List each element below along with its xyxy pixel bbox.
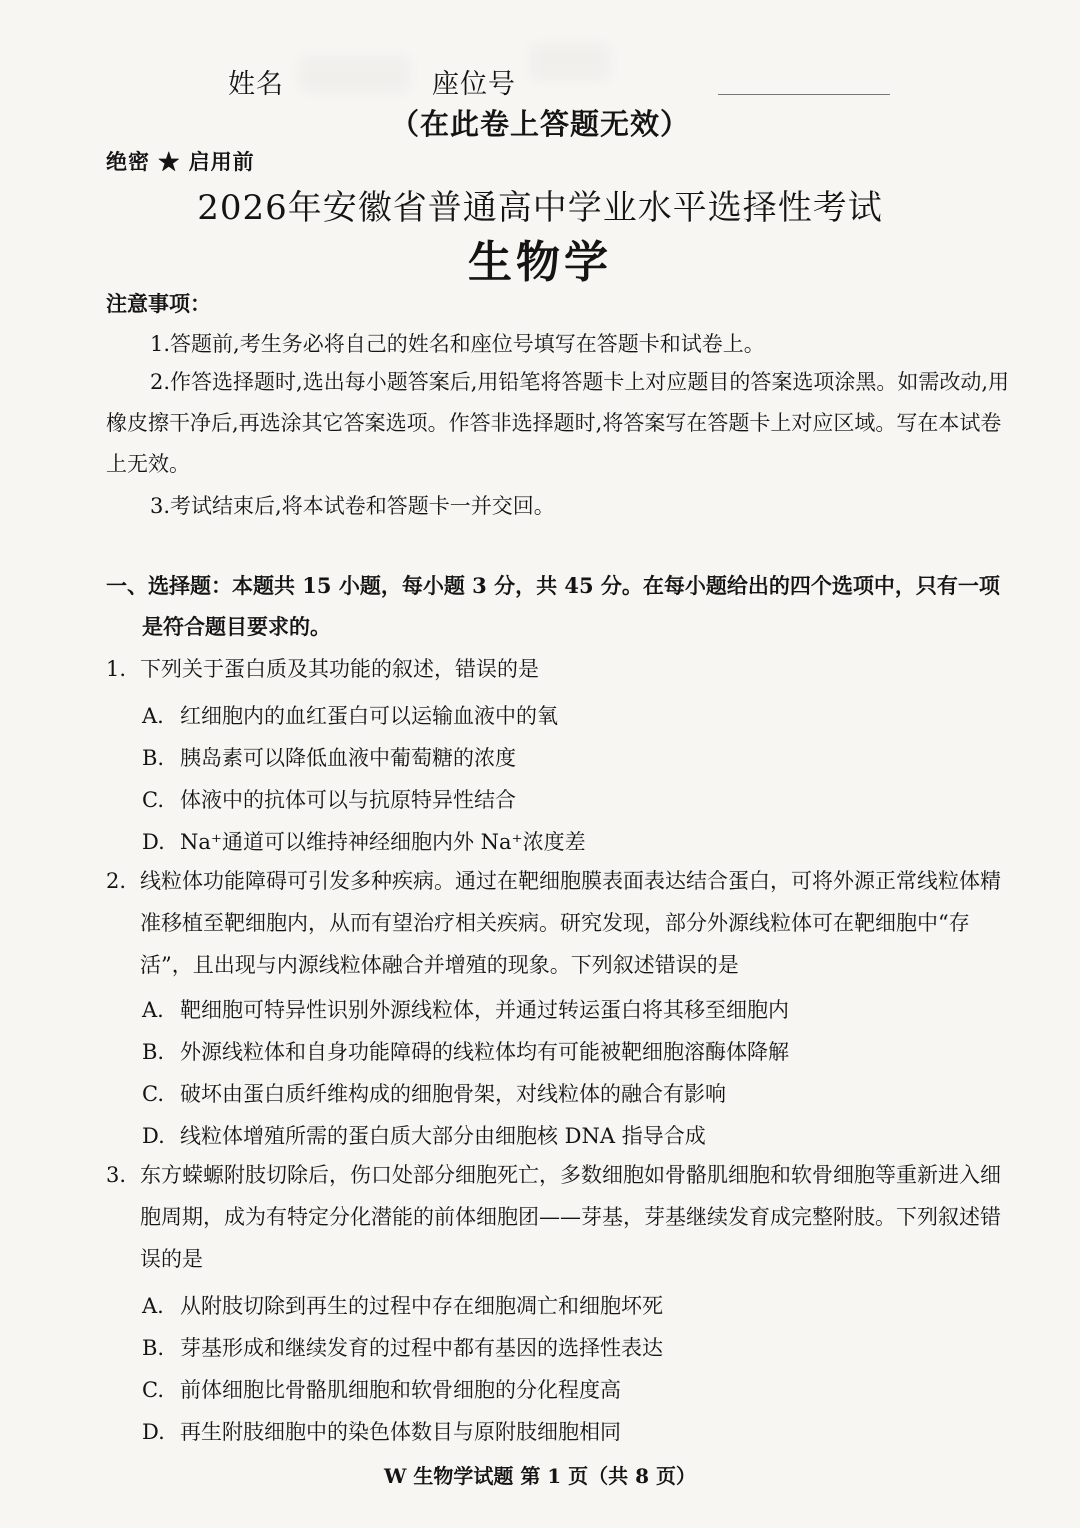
subject-title: 生物学 [468,237,612,288]
notice-item-3: 3.考试结束后,将本试卷和答题卡一并交回。 [150,494,555,518]
exam-title: 2026年安徽省普通高中学业水平选择性考试 [197,188,883,228]
section-heading: 一、选择题：本题共 15 小题，每小题 3 分，共 45 分。在每小题给出的四个选项中，只有一项是符合题目要求的。 [106,573,1000,639]
notice-heading: 注意事项： [106,291,211,316]
question-3-option-a: A. 从附肢切除到再生的过程中存在细胞凋亡和细胞坏死 [142,1294,663,1318]
page-footer: W 生物学试题 第 1 页（共 8 页） [383,1464,697,1488]
question-1 [106,648,1018,690]
question-3 [106,1154,1018,1280]
notice-item-2: 2.作答选择题时,选出每小题答案后,用铅笔将答题卡上对应题目的答案选项涂黑。如需改动,用橡皮擦干净后,再选涂其它答案选项。作答非选择题时,将答案写在答题卡上对应区域。写在本试卷上无效。 [106,370,1010,476]
question-number: 3. [106,1163,127,1187]
question-2-option-c: C. 破坏由蛋白质纤维构成的细胞骨架，对线粒体的融合有影响 [142,1082,726,1106]
question-1-option-d: D. Na⁺通道可以维持神经细胞内外 Na⁺浓度差 [142,830,586,854]
question-number: 2. [106,869,127,893]
question-2 [106,860,1018,986]
question-number: 1. [106,657,127,681]
question-2-option-d: D. 线粒体增殖所需的蛋白质大部分由细胞核 DNA 指导合成 [142,1124,706,1148]
question-stem: 线粒体功能障碍可引发多种疾病。通过在靶细胞膜表面表达结合蛋白，可将外源正常线粒体精准移植至靶细胞内，从而有望治疗相关疾病。研究发现，部分外源线粒体可在靶细胞中“存活”，且出现与内源线粒体融合并增殖的现象。下列叙述错误的是 [140,869,1001,977]
redacted-seat [530,44,610,80]
question-2-option-a: A. 靶细胞可特异性识别外源线粒体，并通过转运蛋白将其移至细胞内 [142,998,789,1022]
notice-item-1: 1.答题前,考生务必将自己的姓名和座位号填写在答题卡和试卷上。 [150,332,765,356]
question-1-option-a: A. 红细胞内的血红蛋白可以运输血液中的氧 [142,704,558,728]
redacted-name [300,56,410,92]
question-1-option-c: C. 体液中的抗体可以与抗原特异性结合 [142,788,516,812]
question-3-option-c: C. 前体细胞比骨骼肌细胞和软骨细胞的分化程度高 [142,1378,621,1402]
question-stem: 下列关于蛋白质及其功能的叙述，错误的是 [140,657,539,681]
invalid-note: （在此卷上答题无效） [389,107,690,141]
question-3-option-d: D. 再生附肢细胞中的染色体数目与原附肢细胞相同 [142,1420,621,1444]
name-label: 姓名 [228,69,284,100]
seat-label: 座位号 [432,69,516,100]
question-1-option-b: B. 胰岛素可以降低血液中葡萄糖的浓度 [142,746,516,770]
secret-mark: 绝密 ★ 启用前 [106,149,255,174]
question-3-option-b: B. 芽基形成和继续发育的过程中都有基因的选择性表达 [142,1336,663,1360]
seat-underline [718,94,890,95]
question-2-option-b: B. 外源线粒体和自身功能障碍的线粒体均有可能被靶细胞溶酶体降解 [142,1040,789,1064]
question-stem: 东方蝾螈附肢切除后，伤口处部分细胞死亡，多数细胞如骨骼肌细胞和软骨细胞等重新进入细胞周期，成为有特定分化潜能的前体细胞团——芽基，芽基继续发育成完整附肢。下列叙述错误的是 [140,1163,1001,1271]
